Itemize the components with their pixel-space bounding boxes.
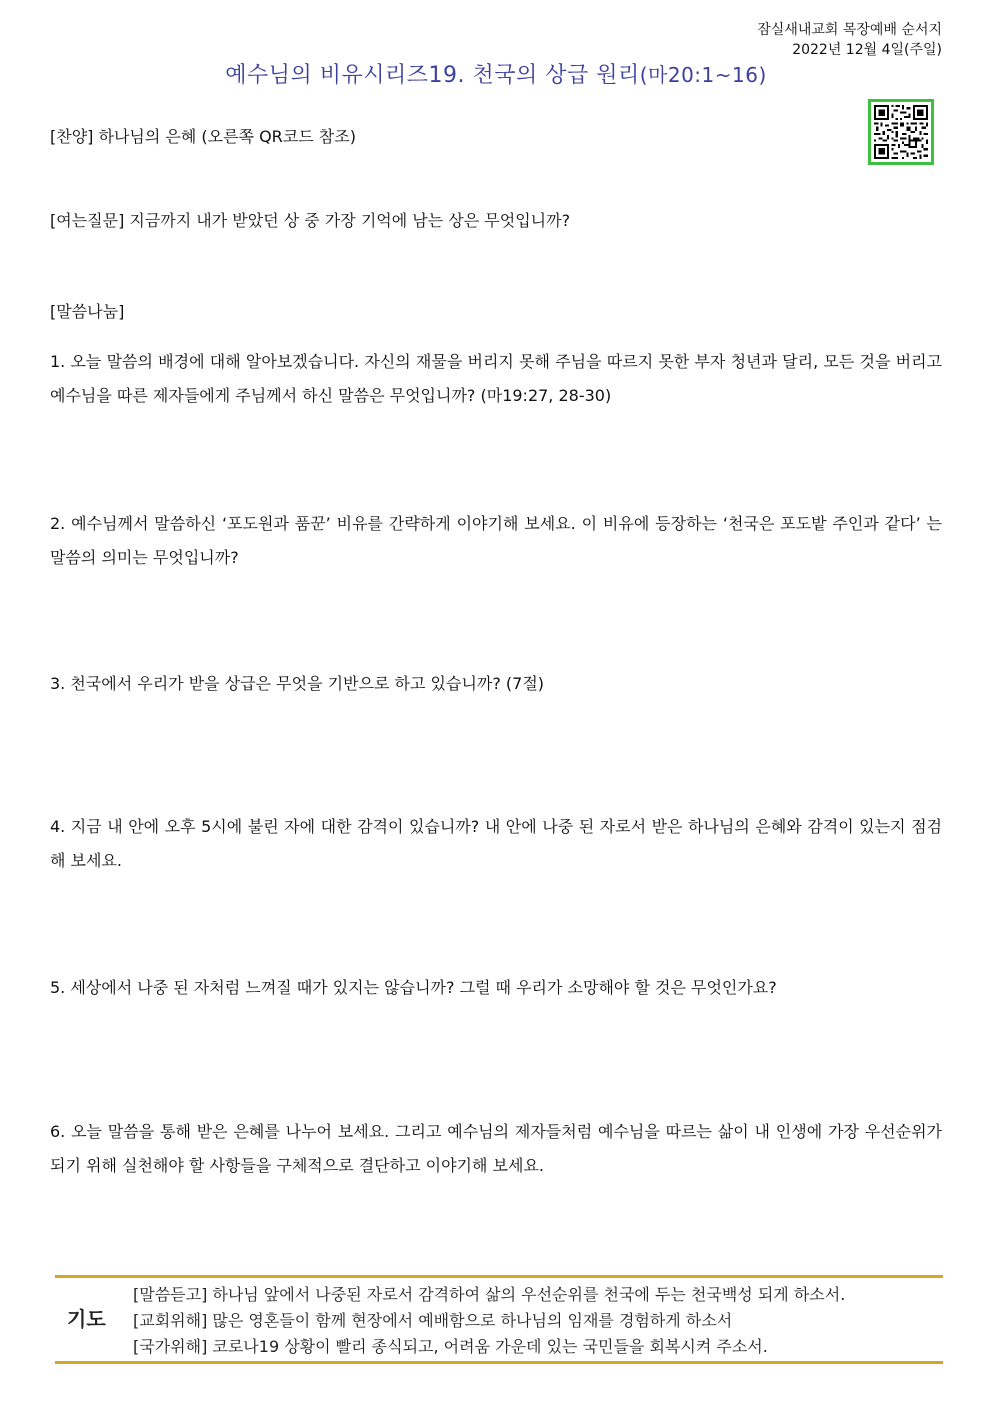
church-service-name: 잠실새내교회 목장예배 순서지 [757, 22, 942, 38]
question-3: 3. 천국에서 우리가 받을 상급은 무엇을 기반으로 하고 있습니까? (7절) [50, 674, 545, 693]
question-4: 4. 지금 내 안에 오후 5시에 불린 자에 대한 감격이 있습니까? 내 안에 나중 된 자로서 받은 하나님의 은혜와 감격이 있는지 점검해 보세요. [50, 817, 942, 870]
page-title [0, 60, 992, 91]
question-6: 6. 오늘 말씀을 통해 받은 은혜를 나누어 보세요. 그리고 예수님의 제자들처럼 예수님을 따르는 삶이 내 인생에 가장 우선순위가 되기 위해 실천해야 할 사항들을 구체적으로 결단하고 이야기해 보세요. [50, 1122, 942, 1175]
prayer-box [55, 1275, 943, 1364]
header-meta [757, 20, 942, 60]
sharing-label: [말씀나눔] [50, 302, 125, 321]
question-2: 2. 예수님께서 말씀하신 ‘포도원과 품꾼’ 비유를 간략하게 이야기해 보세요. 이 비유에 등장하는 ‘천국은 포도밭 주인과 같다’ 는 말씀의 의미는 무엇입니까? [50, 514, 942, 567]
prayer-lines [133, 1282, 845, 1360]
prayer-line-nation: [국가위해] 코로나19 상황이 빨리 종식되고, 어려움 가운데 있는 국민들을 회복시켜 주소서. [133, 1337, 768, 1356]
title-main: 예수님의 비유시리즈19. 천국의 상급 원리 [225, 63, 640, 88]
title-scripture-ref: (마20:1~16) [639, 63, 767, 87]
question-5: 5. 세상에서 나중 된 자처럼 느껴질 때가 있지는 않습니까? 그럴 때 우리가 소망해야 할 것은 무엇인가요? [50, 978, 777, 997]
prayer-line-church: [교회위해] 많은 영혼들이 함께 현장에서 예배함으로 하나님의 임재를 경험하게 하소서 [133, 1311, 733, 1330]
prayer-label: 기도 [67, 1307, 106, 1331]
opening-question: [여는질문] 지금까지 내가 받았던 상 중 가장 기억에 남는 상은 무엇입니까? [50, 211, 571, 230]
prayer-line-word: [말씀듣고] 하나님 앞에서 나중된 자로서 감격하여 삶의 우선순위를 천국에 두는 천국백성 되게 하소서. [133, 1285, 846, 1304]
question-1: 1. 오늘 말씀의 배경에 대해 알아보겠습니다. 자신의 재물을 버리지 못해 주님을 따르지 못한 부자 청년과 달리, 모든 것을 버리고 예수님을 따른 제자들에게 주님께서 하신 말씀은 무엇입니까? (마19:27, 28-30) [50, 352, 942, 405]
hymn-line: [찬양] 하나님의 은혜 (오른쪽 QR코드 참조) [50, 127, 356, 146]
service-date: 2022년 12월 4일(주일) [792, 42, 942, 58]
